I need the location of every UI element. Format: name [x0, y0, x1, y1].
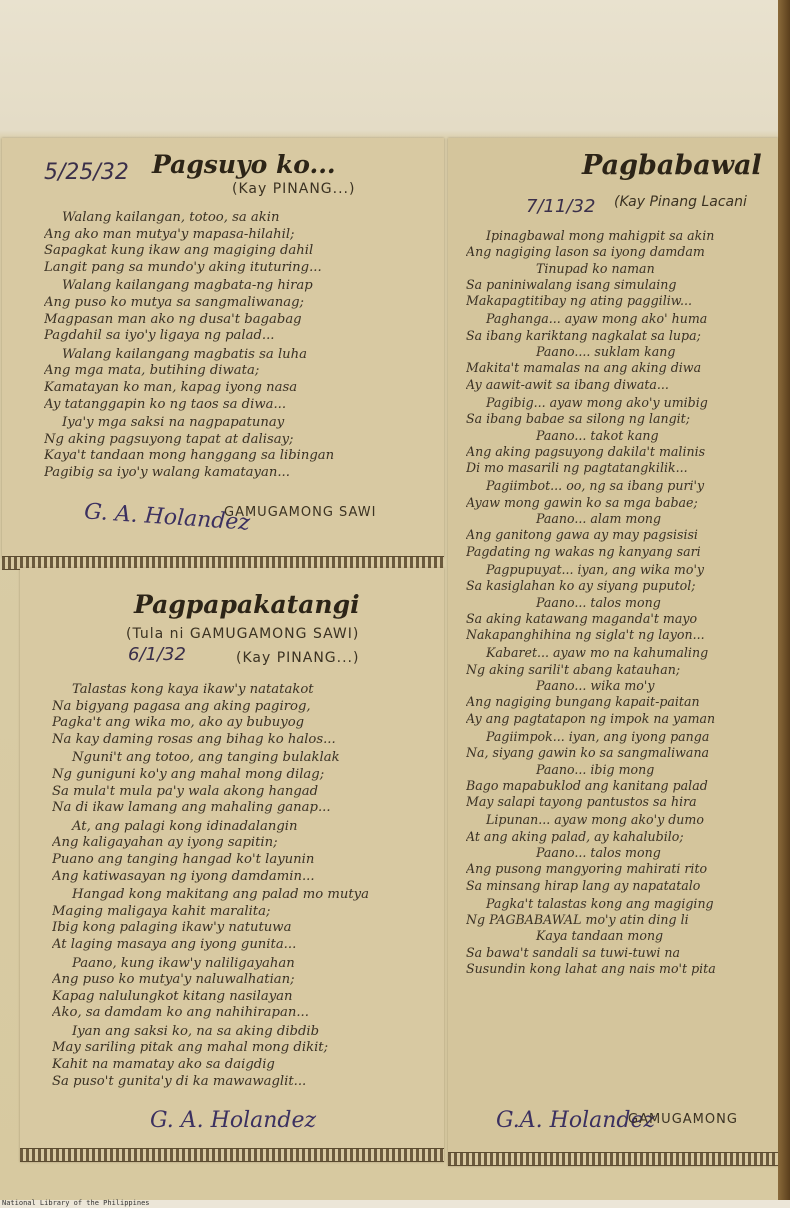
handwritten-signature: G. A. Holandez — [83, 499, 251, 536]
poem-line: Pagka't ang wika mo, ako ay bubuyog — [52, 715, 305, 731]
poem-body — [52, 682, 440, 1090]
poem-line: Pagiimpok... iyan, ang iyong panga — [486, 728, 710, 744]
poem-line: Walang kailangan, totoo, sa akin — [62, 210, 280, 225]
poem-line: Sa puso't gunita'y di ka mawawaglit... — [52, 1073, 307, 1089]
handwritten-date: 7/11/32 — [526, 196, 596, 217]
poem-line: Kaya't tandaan mong hanggang sa libingan — [44, 448, 335, 464]
poem-line: Makapagtitibay ng ating paggiliw... — [466, 293, 693, 309]
poem-line: Paano... talos mong — [536, 594, 661, 610]
poem-subtitle: (Tula ni GAMUGAMONG SAWI) — [126, 626, 360, 642]
poem-line: Pagpupuyat... iyan, ang wika mo'y — [486, 561, 705, 577]
poem-line: Kahit na mamatay ako sa daigdig — [52, 1057, 275, 1073]
poem-dedication: (Kay PINANG...) — [232, 181, 356, 197]
poem-line: Ipinagbawal mong mahigpit sa akin — [486, 228, 715, 243]
poem-line: Ang nagiging lason sa iyong damdam — [466, 244, 705, 260]
library-credit: National Library of the Philippines — [2, 1199, 150, 1207]
poem-line: Walang kailangang magbatis sa luha — [62, 346, 308, 362]
poem-line: Talastas kong kaya ikaw'y natatakot — [72, 682, 314, 697]
poem-body — [466, 228, 776, 977]
poem-line: Walang kailangang magbata-ng hirap — [62, 278, 313, 294]
poem-line: Paano... talos mong — [536, 844, 661, 860]
poem-line: At laging masaya ang iyong gunita... — [52, 936, 297, 952]
poem-line: Makita't mamalas na ang aking diwa — [466, 360, 702, 376]
poem-dedication: (Kay Pinang Lacani — [614, 194, 747, 210]
poem-line: Ang puso ko mutya'y naluwalhatian; — [52, 972, 295, 988]
poem-line: Sa paniniwalang isang simulaing — [466, 276, 677, 292]
poem-line: At, ang palagi kong idinadalangin — [72, 818, 298, 834]
poem-line: Ang aking pagsuyong dakila't malinis — [466, 443, 706, 459]
poem-line: Ibig kong palaging ikaw'y natutuwa — [52, 920, 292, 936]
ornamental-divider — [20, 1148, 444, 1162]
poem-dedication: (Kay PINANG...) — [236, 650, 360, 666]
poem-line: Magpasan man ako ng dusa't bagabag — [44, 311, 302, 327]
poem-line: Ayaw mong gawin ko sa mga babae; — [466, 494, 698, 510]
poem-line: Pagibig sa iyo'y walang kamatayan... — [44, 464, 290, 480]
poem-line: Ang mga mata, butihing diwata; — [44, 363, 260, 379]
poem-line: Na di ikaw lamang ang mahaling ganap... — [52, 800, 331, 816]
poem-line: Paano, kung ikaw'y naliligayahan — [72, 955, 295, 971]
poem-line: Paghanga... ayaw mong ako' huma — [486, 311, 708, 327]
poem-line: Ng guniguni ko'y ang mahal mong dilag; — [52, 766, 325, 782]
poem-line: Paano.... suklam kang — [536, 344, 676, 360]
poem-line: Langit pang sa mundo'y aking ituturing... — [44, 259, 322, 275]
poem-line: Paano... ibig mong — [536, 761, 655, 777]
poem-line: Susundin kong lahat ang nais mo't pita — [466, 961, 716, 977]
poem-line: May salapi tayong pantustos sa hira — [466, 794, 697, 810]
poem-line: Na bigyang pagasa ang aking pagirog, — [52, 698, 311, 714]
poem-line: Lipunan... ayaw mong ako'y dumo — [486, 812, 704, 828]
poem-line: Ang nagiging bungang kapait-paitan — [466, 694, 700, 710]
poem-line: Kapag nalulungkot kitang nasilayan — [52, 988, 293, 1004]
poem-line: Sa ibang kariktang nagkalat sa lupa; — [466, 327, 701, 343]
handwritten-date: 5/25/32 — [44, 160, 129, 185]
poem-line: Kamatayan ko man, kapag iyong nasa — [44, 379, 298, 395]
poem-title: Pagsuyo ko... — [152, 150, 336, 179]
poem-line: Ang ako man mutya'y mapasa-hilahil; — [44, 226, 295, 242]
poem-line: Sapagkat kung ikaw ang magiging dahil — [44, 243, 314, 259]
poem-line: Iya'y mga saksi na nagpapatunay — [62, 415, 285, 431]
poem-line: May sariling pitak ang mahal mong dikit; — [52, 1040, 329, 1056]
poem-line: Sa minsang hirap lang ay napatatalo — [466, 877, 701, 893]
poem-line: Pagka't talastas kong ang magiging — [486, 895, 714, 911]
poem-line: Puano ang tanging hangad ko't layunin — [52, 851, 315, 867]
poem-line: Ng aking sarili't abang katauhan; — [466, 661, 681, 677]
poem-line: Ng PAGBABAWAL mo'y atin ding li — [466, 912, 689, 928]
poem-line: Ako, sa damdam ko ang nahihirapan... — [52, 1005, 309, 1021]
poem-line: Na, siyang gawin ko sa sangmaliwana — [466, 745, 710, 761]
handwritten-signature: G.A. Holandez — [496, 1108, 656, 1133]
poem-line: Ang ganitong gawa ay may pagsisisi — [466, 527, 698, 543]
poem-line: Kabaret... ayaw mo na kahumaling — [486, 645, 709, 661]
poem-line: Ang pusong mangyoring mahirati rito — [466, 861, 708, 877]
poem-line: Sa mula't mula pa'y wala akong hangad — [52, 783, 319, 799]
poem-line: Nguni't ang totoo, ang tanging bulaklak — [72, 750, 340, 766]
poem-line: Ay tatanggapin ko ng taos sa diwa... — [44, 396, 287, 412]
poem-line: Iyan ang saksi ko, na sa aking dibdib — [72, 1023, 320, 1039]
poem-body — [44, 210, 439, 482]
poem-line: Nakapanghihina ng sigla't ng layon... — [466, 627, 705, 643]
handwritten-date: 6/1/32 — [128, 644, 186, 665]
poem-line: Sa ibang babae sa silong ng langit; — [466, 411, 690, 427]
poem-line: Na kay daming rosas ang bihag ko halos... — [52, 731, 336, 747]
poem-line: Ay ang pagtatapon ng impok na yaman — [466, 710, 716, 726]
poem-line: Ang katiwasayan ng iyong damdamin... — [52, 868, 315, 884]
poem-line: Sa bawa't sandali sa tuwi-tuwi na — [466, 944, 681, 960]
poem-line: Ng aking pagsuyong tapat at dalisay; — [44, 431, 294, 447]
poem-line: Ang puso ko mutya sa sangmaliwanag; — [44, 294, 304, 310]
poem-line: Kaya tandaan mong — [536, 928, 664, 944]
poem-line: Ang kaligayahan ay iyong sapitin; — [52, 835, 278, 851]
handwritten-signature: G. A. Holandez — [150, 1108, 317, 1133]
poem-title: Pagpapakatangi — [134, 590, 360, 619]
poem-line: Pagibig... ayaw mong ako'y umibig — [486, 394, 708, 410]
poem-line: At ang aking palad, ay kahalubilo; — [466, 828, 684, 844]
poem-line: Sa kasiglahan ko ay siyang puputol; — [466, 578, 696, 594]
poem-line: Di mo masarili ng pagtatangkilik... — [466, 460, 688, 476]
poem-line: Ay aawit-awit sa ibang diwata... — [466, 376, 669, 392]
poem-line: Pagdahil sa iyo'y ligaya ng palad... — [44, 328, 275, 344]
poem-line: Pagdating ng wakas ng kanyang sari — [466, 543, 701, 559]
poem-line: Sa aking katawang maganda't mayo — [466, 610, 698, 626]
poem-author: GAMUGAMONG SAWI — [224, 505, 377, 520]
poem-line: Paano... wika mo'y — [536, 678, 655, 694]
poem-line: Tinupad ko naman — [536, 260, 655, 276]
poem-line: Paano... takot kang — [536, 427, 659, 443]
poem-line: Pagiimbot... oo, ng sa ibang puri'y — [486, 478, 705, 494]
ornamental-divider — [448, 1152, 778, 1166]
poem-title: Pagbabawal — [582, 150, 762, 181]
poem-line: Hangad kong makitang ang palad mo mutya — [72, 887, 369, 903]
poem-line: Maging maligaya kahit maralita; — [52, 903, 271, 919]
poem-line: Paano... alam mong — [536, 511, 662, 527]
page-binding-edge — [778, 0, 790, 1200]
poem-line: Bago mapabuklod ang kanitang palad — [466, 777, 708, 793]
poem-author: GAMUGAMONG — [628, 1112, 738, 1127]
